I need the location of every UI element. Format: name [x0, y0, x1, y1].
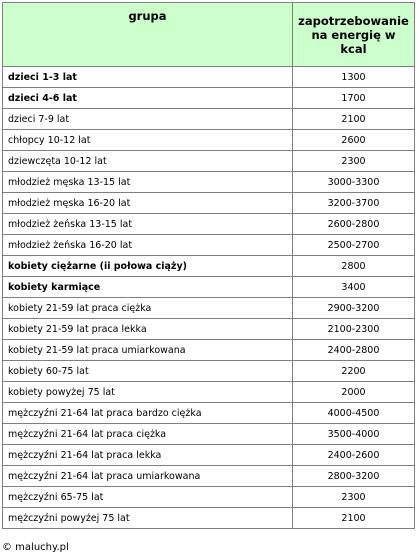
table-row: [3, 466, 415, 487]
kcal-cell: 2600-2800: [293, 214, 415, 235]
column-header-energy: zapotrzebowanie na energię w kcal: [293, 3, 415, 67]
group-cell: mężczyźni 21-64 lat praca umiarkowana: [3, 466, 293, 487]
table-row: [3, 88, 415, 109]
kcal-cell: 3000-3300: [293, 172, 415, 193]
group-cell: mężczyźni 21-64 lat praca ciężka: [3, 424, 293, 445]
group-cell: mężczyźni 21-64 lat praca lekka: [3, 445, 293, 466]
kcal-cell: 3500-4000: [293, 424, 415, 445]
kcal-cell: 2800: [293, 256, 415, 277]
group-cell: kobiety ciężarne (ii połowa ciąży): [3, 256, 293, 277]
table-row: [3, 172, 415, 193]
kcal-cell: 3400: [293, 277, 415, 298]
kcal-cell: 2800-3200: [293, 466, 415, 487]
table-row: [3, 424, 415, 445]
table-row: [3, 235, 415, 256]
group-cell: mężczyźni powyżej 75 lat: [3, 508, 293, 529]
table-row: [3, 319, 415, 340]
kcal-cell: 2400-2600: [293, 445, 415, 466]
kcal-cell: 1300: [293, 67, 415, 88]
kcal-cell: 4000-4500: [293, 403, 415, 424]
table-row: [3, 109, 415, 130]
group-cell: mężczyźni 21-64 lat praca bardzo ciężka: [3, 403, 293, 424]
table-row: [3, 67, 415, 88]
table-row: [3, 361, 415, 382]
kcal-cell: 3200-3700: [293, 193, 415, 214]
group-cell: młodzież męska 16-20 lat: [3, 193, 293, 214]
kcal-cell: 2100: [293, 508, 415, 529]
energy-requirements-table: [2, 2, 415, 529]
kcal-cell: 2000: [293, 382, 415, 403]
group-cell: dziewczęta 10-12 lat: [3, 151, 293, 172]
kcal-cell: 2900-3200: [293, 298, 415, 319]
kcal-cell: 2300: [293, 487, 415, 508]
table-body: [3, 67, 415, 529]
kcal-cell: 2100: [293, 109, 415, 130]
table-row: [3, 340, 415, 361]
group-cell: dzieci 4-6 lat: [3, 88, 293, 109]
table-header-row: [3, 3, 415, 67]
table-row: [3, 445, 415, 466]
kcal-cell: 2100-2300: [293, 319, 415, 340]
table-row: [3, 256, 415, 277]
table-row: [3, 403, 415, 424]
group-cell: dzieci 1-3 lat: [3, 67, 293, 88]
column-header-group: grupa: [3, 3, 293, 67]
kcal-cell: 2300: [293, 151, 415, 172]
table-row: [3, 214, 415, 235]
kcal-cell: 2600: [293, 130, 415, 151]
table-row: [3, 382, 415, 403]
group-cell: młodzież żeńska 13-15 lat: [3, 214, 293, 235]
group-cell: kobiety 21-59 lat praca umiarkowana: [3, 340, 293, 361]
table-row: [3, 193, 415, 214]
group-cell: chłopcy 10-12 lat: [3, 130, 293, 151]
group-cell: kobiety karmiące: [3, 277, 293, 298]
table-row: [3, 508, 415, 529]
kcal-cell: 2200: [293, 361, 415, 382]
group-cell: kobiety 60-75 lat: [3, 361, 293, 382]
group-cell: kobiety powyżej 75 lat: [3, 382, 293, 403]
table-row: [3, 298, 415, 319]
kcal-cell: 1700: [293, 88, 415, 109]
group-cell: młodzież żeńska 16-20 lat: [3, 235, 293, 256]
table-row: [3, 277, 415, 298]
kcal-cell: 2400-2800: [293, 340, 415, 361]
group-cell: kobiety 21-59 lat praca ciężka: [3, 298, 293, 319]
kcal-cell: 2500-2700: [293, 235, 415, 256]
table-row: [3, 151, 415, 172]
group-cell: kobiety 21-59 lat praca lekka: [3, 319, 293, 340]
group-cell: dzieci 7-9 lat: [3, 109, 293, 130]
group-cell: młodzież męska 13-15 lat: [3, 172, 293, 193]
table-row: [3, 130, 415, 151]
copyright-footer: © maluchy.pl: [2, 542, 69, 553]
table-row: [3, 487, 415, 508]
group-cell: mężczyźni 65-75 lat: [3, 487, 293, 508]
